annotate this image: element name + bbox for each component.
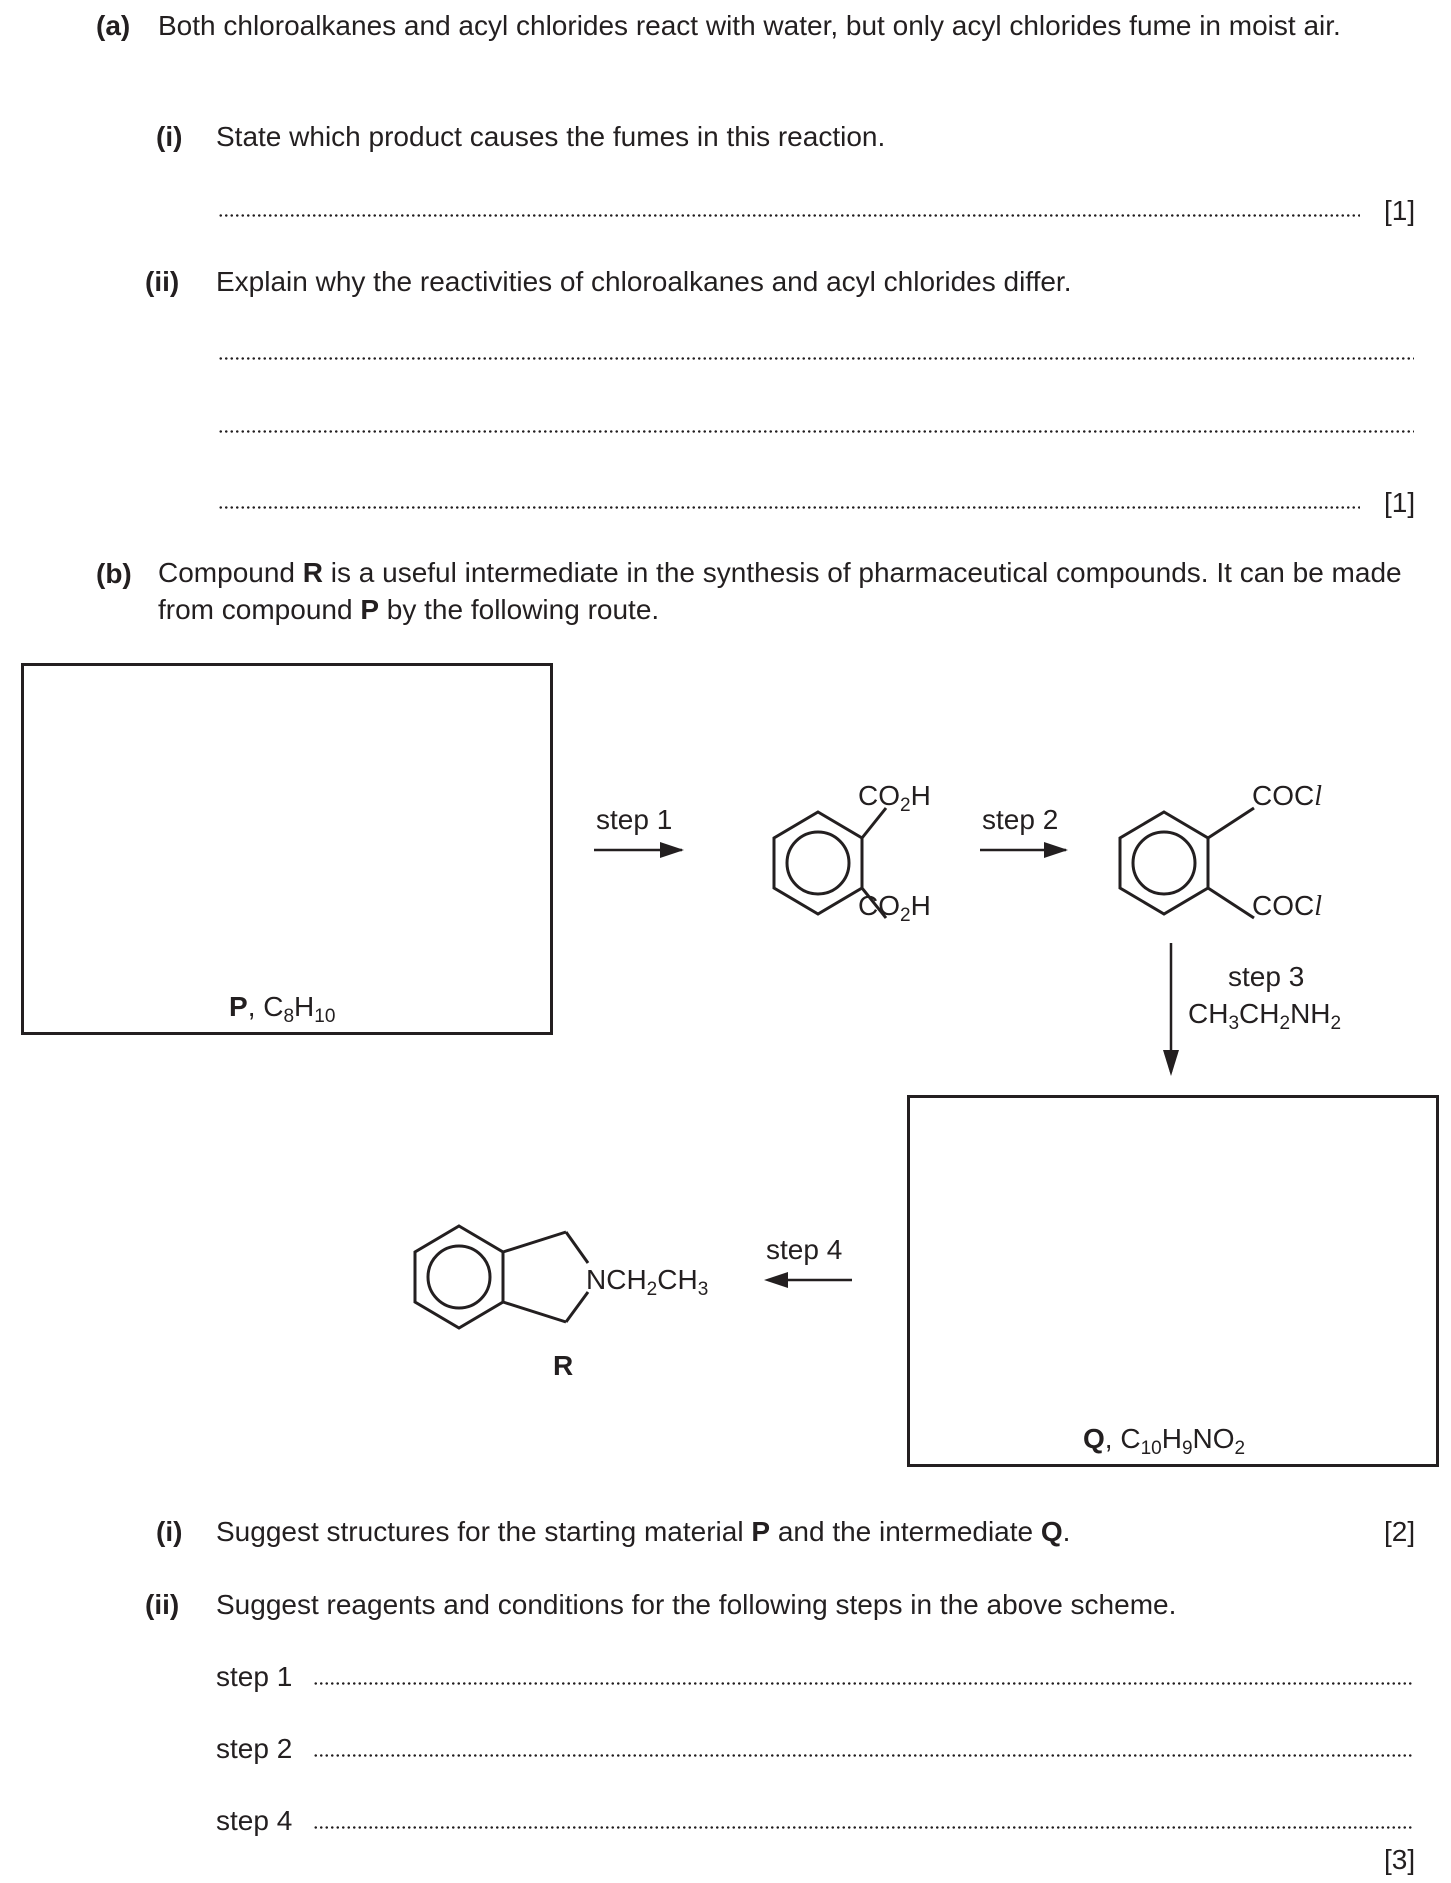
- part-b-ii-text: Suggest reagents and conditions for the following steps in the above scheme.: [216, 1589, 1177, 1620]
- answer-line[interactable]: [313, 1826, 1414, 1829]
- part-b-label: (b): [96, 558, 132, 589]
- acid-group-top: $CO_2H$: [858, 780, 931, 816]
- step-1-label: step 1: [596, 804, 673, 835]
- arrowhead-icon: [1044, 842, 1068, 858]
- arrowhead-icon: [1163, 1050, 1179, 1076]
- box-p-caption: P, $C_8H_{10}$: [229, 991, 336, 1027]
- step-2-label: step 2: [982, 804, 1059, 835]
- step-1-answer-label: step 1: [216, 1661, 293, 1692]
- answer-line[interactable]: [313, 1754, 1414, 1757]
- part-a-label: (a): [96, 10, 131, 41]
- acyl-group-bottom: COCl: [1252, 890, 1323, 922]
- box-q-caption: Q, $C_{10}H_9NO_2$: [1083, 1423, 1246, 1459]
- part-b-i-text: Suggest structures for the starting material P and the intermediate Q.: [216, 1516, 1071, 1547]
- part-a-i-label: (i): [156, 121, 183, 152]
- marks-a-i: [1]: [1384, 195, 1416, 226]
- compound-r-label: R: [553, 1350, 574, 1381]
- part-b-ii-label: (ii): [145, 1589, 180, 1620]
- r-substituent: $NCH_2CH_3$: [586, 1264, 709, 1300]
- marks-b-ii: [3]: [1384, 1844, 1416, 1875]
- marks-b-i: [2]: [1384, 1516, 1416, 1547]
- arrowhead-icon: [764, 1272, 788, 1288]
- benzene-ring-acyl: [1120, 808, 1254, 918]
- part-a-i-text: State which product causes the fumes in this reaction.: [216, 121, 886, 152]
- part-a-ii-text: Explain why the reactivities of chloroalkanes and acyl chlorides differ.: [216, 266, 1072, 297]
- part-a-ii-label: (ii): [145, 266, 180, 297]
- acid-group-bottom: $CO_2H$: [858, 890, 931, 926]
- step-3-label: step 3: [1228, 961, 1305, 992]
- answer-line[interactable]: [313, 1682, 1414, 1685]
- part-a-text: Both chloroalkanes and acyl chlorides react with water, but only acyl chlorides fume in moist air.: [158, 10, 1341, 41]
- arrowhead-icon: [660, 842, 684, 858]
- compound-r-structure: [415, 1226, 588, 1328]
- marks-a-ii: [1]: [1384, 487, 1416, 518]
- part-b-i-label: (i): [156, 1516, 183, 1547]
- step-2-answer-label: step 2: [216, 1733, 293, 1764]
- step-4-label: step 4: [766, 1234, 843, 1265]
- acyl-group-top: COCl: [1252, 780, 1323, 812]
- step-3-reagent: $CH_3CH_2NH_2$: [1188, 998, 1342, 1034]
- step-4-answer-label: step 4: [216, 1805, 293, 1836]
- part-b-text: Compound R is a useful intermediate in the synthesis of pharmaceutical compounds. It can be made from compound P by the following route.: [158, 557, 1402, 625]
